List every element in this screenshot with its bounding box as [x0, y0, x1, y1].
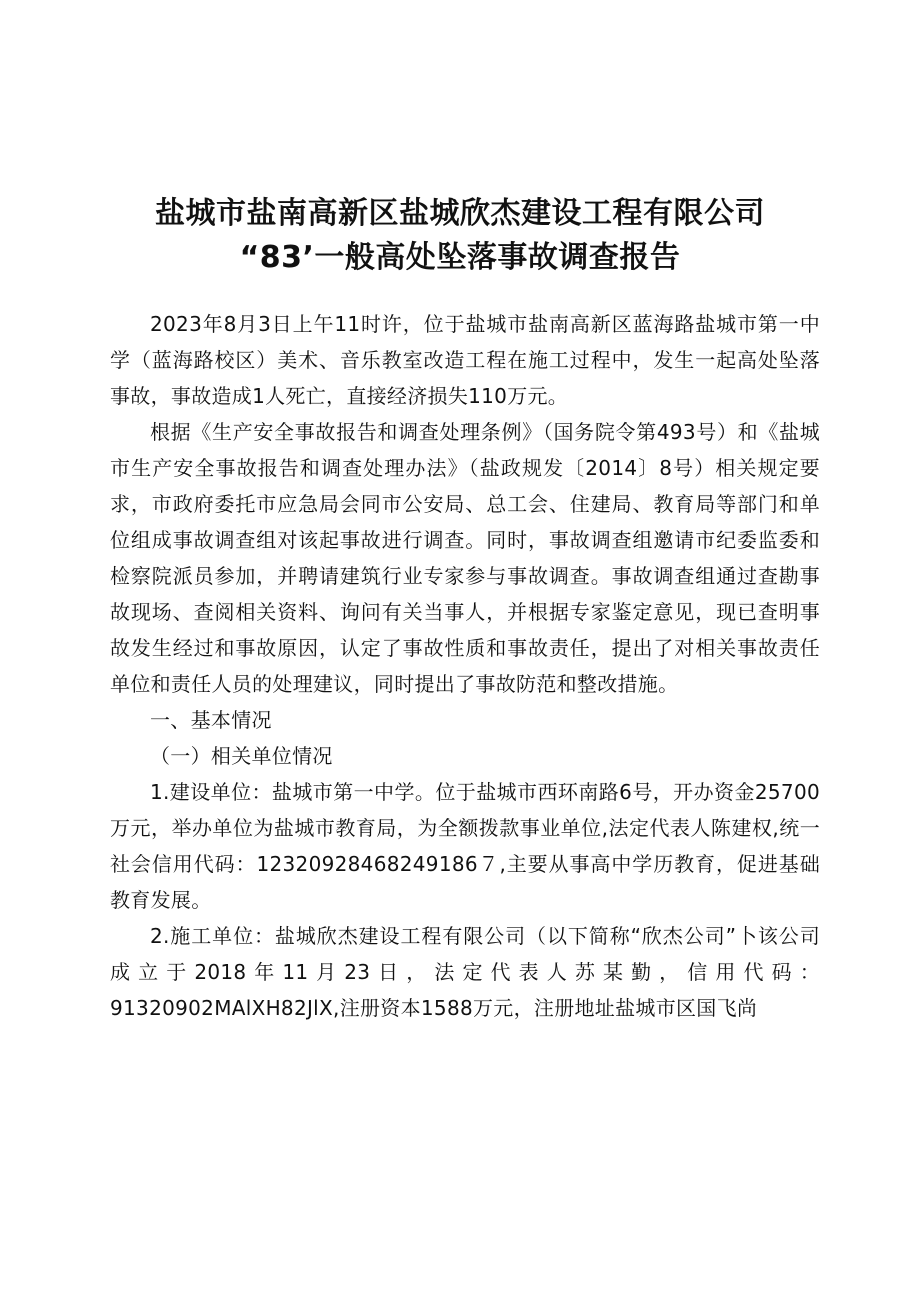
document-title — [0, 192, 920, 280]
paragraph-investigation-basis: 根据《生产安全事故报告和调查处理条例》（国务院令第493号）和《盐城市生产安全事故报告和调查处理办法》（盐政规发〔2014〕8号）相关规定要求，市政府委托市应急局会同市公安局、总工会、住建局、教育局等部门和单位组成事故调查组对该起事故进行调查。同时，事故调查组邀请市纪委监委和检察院派员参加，并聘请建筑行业专家参与事故调查。事故调查组通过查勘事故现场、查阅相关资料、询问有关当事人，并根据专家鉴定意见，现已查明事故发生经过和事故原因，认定了事故性质和事故责任，提出了对相关事故责任单位和责任人员的处理建议，同时提出了事故防范和整改措施。 — [110, 420, 820, 696]
paragraph-construction-owner: 1.建设单位：盐城市第一中学。位于盐城市西环南路6号，开办资金25700万元，举办单位为盐城市教育局，为全额拨款事业单位,法定代表人陈建权,统一社会信用代码：12320928468249186７,主要从事高中学历教育，促进基础教育发展。 — [110, 780, 820, 912]
title-line-1: 盐城市盐南高新区盐城欣杰建设工程有限公司 — [155, 196, 765, 231]
section-heading-basic-info: 一、基本情况 — [150, 708, 272, 732]
paragraph-accident-summary: 2023年8月3日上午11时许，位于盐城市盐南高新区蓝海路盐城市第一中学（蓝海路校区）美术、音乐教室改造工程在施工过程中，发生一起高处坠落事故，事故造成1人死亡，直接经济损失110万元。 — [110, 312, 820, 408]
paragraph-contractor: 2.施工单位：盐城欣杰建设工程有限公司（以下简称“欣杰公司”卜该公司成立于2018年11月23日，法定代表人苏某勤，信用代码：91320902MAlXH82JlX,注册资本1588万元，注册地址盐城市区国飞尚 — [110, 924, 820, 1020]
subsection-heading-units: （一）相关单位情况 — [150, 744, 333, 768]
document-body — [110, 306, 820, 1026]
title-line-2: “83’一般高处坠落事故调查报告 — [239, 240, 681, 275]
